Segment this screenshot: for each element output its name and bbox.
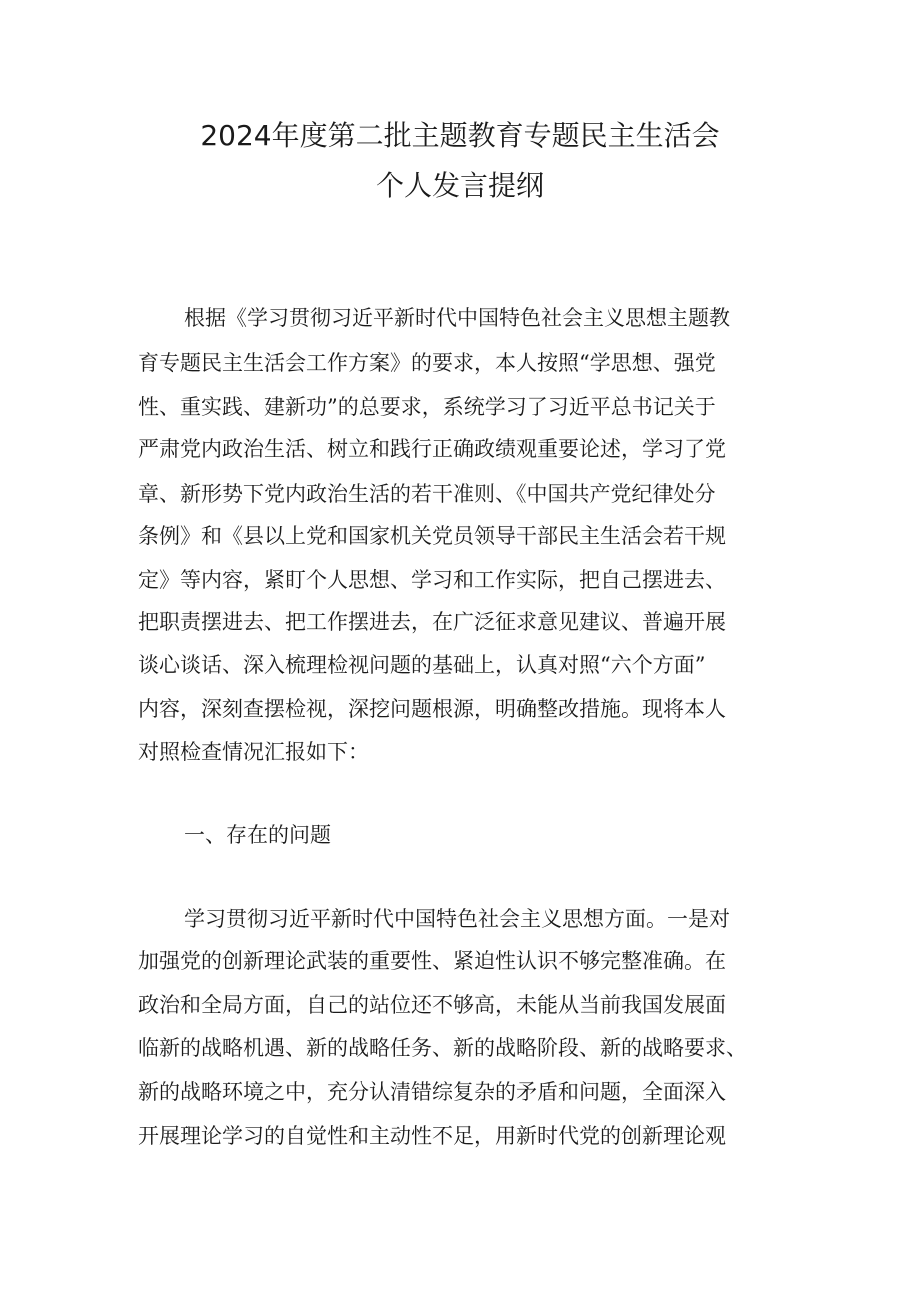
intro-line: 内容，深刻查摆检视，深挖问题根源，明确整改措施。现将本人 bbox=[138, 697, 726, 721]
section-line: 政治和全局方面，自己的站位还不够高，未能从当前我国发展面 bbox=[138, 993, 726, 1017]
document-title-line-1: 2024年度第二批主题教育专题民主生活会 bbox=[200, 119, 720, 152]
intro-line: 定》等内容，紧盯个人思想、学习和工作实际，把自己摆进去、 bbox=[138, 568, 726, 592]
intro-line: 严肃党内政治生活、树立和践行正确政绩观重要论述，学习了党 bbox=[138, 437, 726, 461]
intro-line: 条例》和《县以上党和国家机关党员领导干部民主生活会若干规 bbox=[138, 524, 726, 548]
intro-line: 根据《学习贯彻习近平新时代中国特色社会主义思想主题教 bbox=[184, 306, 730, 330]
section-line: 临新的战略机遇、新的战略任务、新的战略阶段、新的战略要求、 bbox=[138, 1036, 747, 1060]
section-line: 学习贯彻习近平新时代中国特色社会主义思想方面。一是对 bbox=[184, 907, 730, 931]
intro-line: 谈心谈话、深入梳理检视问题的基础上，认真对照“六个方面” bbox=[138, 653, 706, 677]
section-line: 新的战略环境之中，充分认清错综复杂的矛盾和问题，全面深入 bbox=[138, 1080, 726, 1104]
intro-line: 性、重实践、建新功”的总要求，系统学习了习近平总书记关于 bbox=[138, 395, 716, 419]
intro-line: 对照检查情况汇报如下： bbox=[138, 740, 369, 764]
intro-line: 育专题民主生活会工作方案》的要求，本人按照“学思想、强党 bbox=[138, 351, 716, 375]
document-title-line-2: 个人发言提纲 bbox=[375, 169, 544, 202]
section-heading: 一、存在的问题 bbox=[184, 823, 331, 847]
section-line: 开展理论学习的自觉性和主动性不足，用新时代党的创新理论观 bbox=[138, 1124, 726, 1148]
intro-line: 把职责摆进去、把工作摆进去，在广泛征求意见建议、普遍开展 bbox=[138, 610, 726, 634]
intro-line: 章、新形势下党内政治生活的若干准则、《中国共产党纪律处分 bbox=[138, 482, 716, 506]
section-line: 加强党的创新理论武装的重要性、紧迫性认识不够完整准确。在 bbox=[138, 949, 726, 973]
